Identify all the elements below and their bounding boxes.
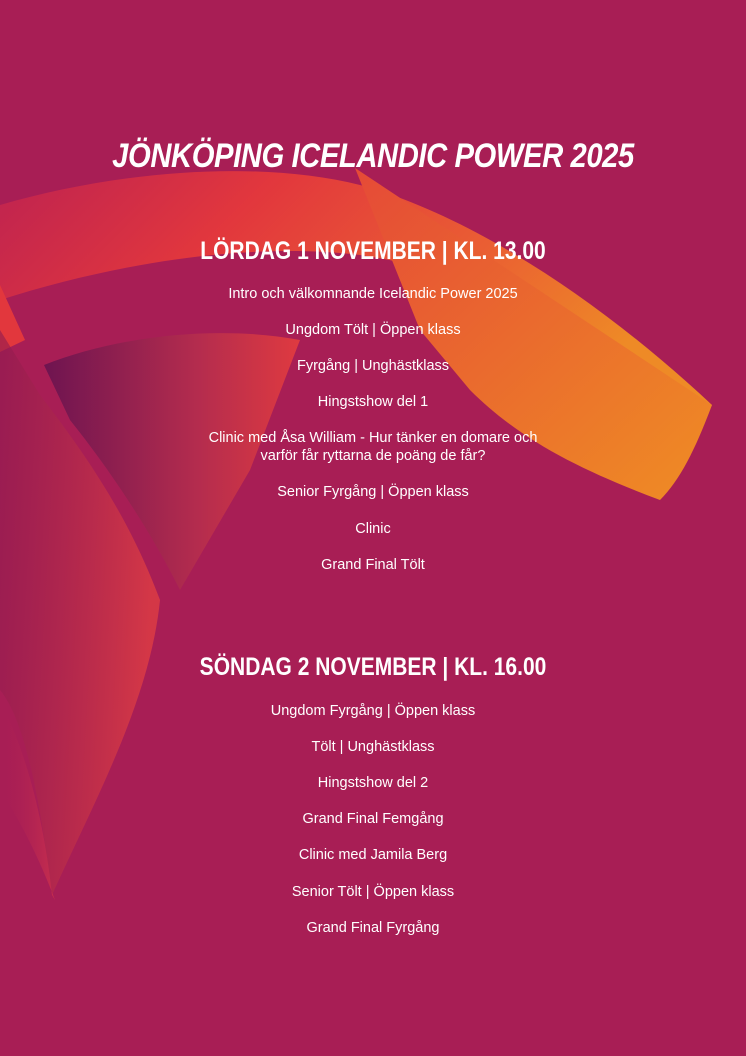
schedule-item: Fyrgång | Unghästklass — [296, 358, 450, 374]
day-heading-saturday: LÖRDAG 1 NOVEMBER | KL. 13.00 — [200, 237, 546, 265]
schedule-item: Grand Final Tölt — [321, 557, 425, 573]
schedule-item: Grand Final Femgång — [302, 811, 444, 827]
schedule-item: Intro och välkomnande Icelandic Power 2025 — [228, 286, 518, 302]
schedule-item: Hingstshow del 1 — [317, 394, 429, 410]
schedule-item: Ungdom Fyrgång | Öppen klass — [270, 703, 476, 719]
schedule-item: Tölt | Unghästklass — [311, 739, 435, 755]
schedule-item: Clinic med Åsa William - Hur tänker en domare och — [208, 430, 538, 446]
schedule-item: Grand Final Fyrgång — [306, 920, 440, 936]
schedule-item: Clinic — [355, 521, 391, 537]
schedule-item: Ungdom Tölt | Öppen klass — [285, 322, 461, 338]
day-heading-sunday: SÖNDAG 2 NOVEMBER | KL. 16.00 — [199, 653, 547, 681]
schedule-item: Senior Tölt | Öppen klass — [291, 884, 455, 900]
schedule-item: Hingstshow del 2 — [317, 775, 429, 791]
schedule-item: Senior Fyrgång | Öppen klass — [277, 484, 469, 500]
schedule-item: Clinic med Jamila Berg — [298, 847, 448, 863]
page-title: JÖNKÖPING ICELANDIC POWER 2025 — [112, 137, 634, 175]
schedule-item-continued: varför får ryttarna de poäng de får? — [260, 448, 486, 464]
